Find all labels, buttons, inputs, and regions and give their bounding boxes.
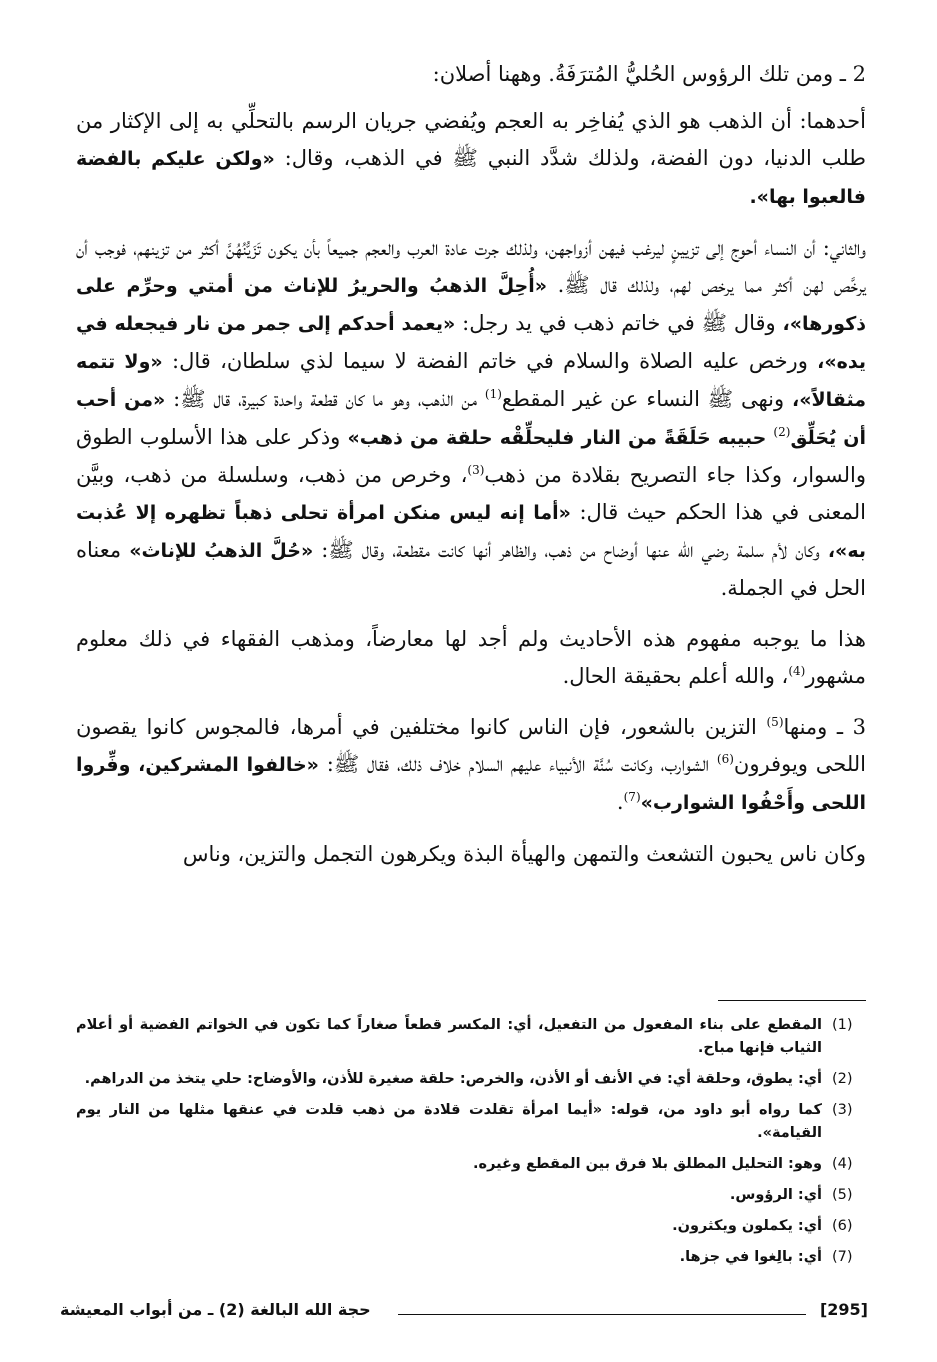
footnote-text: وهو: التحليل المطلق بلا فرق بين المقطع وغيره. (473, 1156, 822, 1172)
footnote-number: (5) (832, 1187, 853, 1203)
footnote-ref-7: (7) (623, 790, 641, 804)
footnote-6 (76, 1215, 868, 1238)
paragraph-1-text: 2 ـ ومن تلك الرؤوس الحُليُّ المُترَفَةُ. وههنا أصلان: (432, 62, 866, 86)
footnote-separator (718, 1000, 866, 1001)
paragraph-3 (76, 230, 866, 607)
page-number: [295] (819, 1300, 868, 1319)
footnote-text: كما رواه أبو داود من، قوله: «أيما امرأة تقلدت قلادة من ذهب قلدت في عنقها مثلها من النار يوم القيامة». (76, 1102, 822, 1141)
paragraph-3-text: من الذهب، وهو ما كان قطعة واحدة كبيرة، قال ﷺ: (165, 387, 485, 411)
paragraph-4 (76, 621, 866, 695)
hadith-quote: «ولكن عليكم بالفضة فالعبوا بها». (76, 148, 866, 208)
hadith-quote: «يعمد أحدكم إلى جمر من نار فيجعله في يده»، (76, 313, 866, 373)
hadith-quote: «أُحِلَّ الذهبُ والحريرُ للإناث من أمتي وحرِّم على ذكورها»، (76, 275, 866, 335)
footnote-2 (76, 1068, 868, 1091)
footnote-ref-5: (5) (766, 715, 784, 729)
paragraph-5-text: . (616, 790, 624, 814)
footnote-7 (76, 1246, 868, 1269)
running-title: حجة الله البالغة (2) ـ من أبواب المعيشة (60, 1300, 371, 1319)
page-footer (60, 1300, 868, 1328)
footer-rule (398, 1314, 806, 1315)
paragraph-5-text: 3 ـ ومنها (783, 715, 867, 739)
footnotes (76, 1014, 868, 1277)
hadith-quote: «حُلَّ الذهبُ للإناث» (129, 540, 314, 562)
paragraph-3-text: وكان لأم سلمة رضي الله عنها أوضاح من ذهب، والظاهر أنها كانت مقطعة، وقال ﷺ: (313, 538, 828, 562)
footnote-number: (2) (832, 1071, 853, 1087)
paragraph-3-text: ونهى ﷺ النساء عن غير المقطع (501, 387, 793, 411)
paragraph-6-text: وكان ناس يحبون التشعث والتمهن والهيأة البذة ويكرهون التجمل والتزين، وناس (182, 842, 866, 866)
hadith-quote: «خالفوا المشركين، وفِّروا اللحى وأَحْفُوا الشوارب» (76, 754, 866, 814)
footnote-number: (1) (832, 1017, 853, 1033)
paragraph-5-text: الشوارب، وكانت سُنَّة الأنبياء عليهم السلام خلاف ذلك، فقال ﷺ: (318, 752, 717, 776)
footnote-ref-4: (4) (788, 664, 806, 678)
footnote-text: المقطع على بناء المفعول من التفعيل، أي: المكسر قطعاً صغاراً كما تكون في الخواتم الفضية أو أعلام الثياب فإنها مباح. (76, 1017, 822, 1056)
footnote-5 (76, 1184, 868, 1207)
footnote-number: (6) (832, 1218, 853, 1234)
footnote-ref-1: (1) (484, 387, 502, 401)
hadith-quote: حبيبه حَلَقَةً من النار فليحلِّقْه حلقة من ذهب» (347, 427, 774, 449)
footnote-number: (7) (832, 1249, 853, 1265)
paragraph-3-text: والثاني: أن النساء أحوج إلى تزيينٍ ليرغب فيهن أزواجهن، ولذلك جرت عادة العرب والعجم جميعاً بأن يكون تَزَيُّنُهُنَّ أكثر من تزينهم، فوجب أن يرخَّص لهن أكثر مما يرخص لهم، ولذلك قال ﷺ. (76, 236, 866, 297)
paragraph-3-text: وقال ﷺ في خاتم ذهب في يد رجل: (455, 311, 783, 335)
footnote-text: أي: بالِغوا في جزها. (679, 1249, 822, 1265)
footnote-ref-3: (3) (467, 463, 485, 477)
main-text (76, 56, 866, 887)
hadith-quote: «ولا تتمه مثقالاً»، (76, 351, 866, 411)
paragraph-5 (76, 709, 866, 822)
paragraph-6 (76, 836, 866, 873)
paragraph-3-text: معناه الحل في الجملة. (76, 538, 866, 600)
footnote-ref-6: (6) (716, 752, 734, 766)
paragraph-1 (76, 56, 866, 93)
paragraph-3-text: وذكر على هذا الأسلوب الطوق والسوار، وكذا جاء التصريح بقلادة من ذهب (76, 425, 866, 487)
footnote-1 (76, 1014, 868, 1060)
paragraph-2-text: أحدهما: أن الذهب هو الذي يُفاخِر به العجم ويُفضي جريان الرسم بالتحلِّي به إلى الإكثار من طلب الدنيا، دون الفضة، ولذلك شدَّد النبي ﷺ في الذهب، وقال: (76, 109, 867, 170)
hadith-quote: «من أحب أن يُحَلِّق (76, 389, 867, 449)
footnote-number: (3) (832, 1102, 853, 1118)
paragraph-4-text: هذا ما يوجبه مفهوم هذه الأحاديث ولم أجد لها معارضاً، ومذهب الفقهاء في ذلك معلوم مشهور (76, 627, 866, 688)
hadith-quote: «أما إنه ليس منكن امرأة تحلى ذهباً تظهره إلا عُذبت به»، (76, 502, 866, 562)
paragraph-2 (76, 103, 866, 216)
footnote-text: أي: يطوق، وحلقة أي: في الأنف أو الأذن، والخرص: حلقة صغيرة للأذن، والأوضاح: حلي يتخذ من الدراهم. (84, 1071, 822, 1087)
footnote-text: أي: يكملون ويكثرون. (672, 1218, 822, 1234)
footnote-4 (76, 1153, 868, 1176)
footnote-3 (76, 1099, 868, 1145)
paragraph-5-text: التزين بالشعور، فإن الناس كانوا مختلفين في أمرها، فالمجوس كانوا يقصون اللحى ويوفرون (76, 715, 867, 776)
paragraph-3-text: ، وخرص من ذهب، وسلسلة من ذهب، وبيَّن المعنى في هذا الحكم حيث قال: (76, 463, 866, 524)
footnote-text: أي: الرؤوس. (729, 1187, 822, 1203)
footnote-number: (4) (832, 1156, 853, 1172)
paragraph-3-text: ورخص عليه الصلاة والسلام في خاتم الفضة لا سيما لذي سلطان، قال: (162, 349, 818, 373)
footnote-ref-2: (2) (773, 425, 791, 439)
paragraph-4-text: ، والله أعلم بحقيقة الحال. (562, 664, 789, 688)
